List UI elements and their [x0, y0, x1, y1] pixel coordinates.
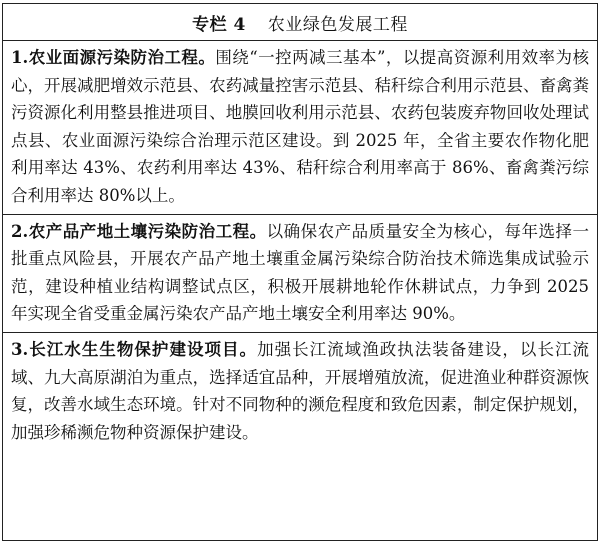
section-3 [3, 333, 597, 450]
section-body: 以确保农产品质量安全为核心，每年选择一批重点风险县，开展农产品产地土壤重金属污染综合防治技术筛选集成试验示范，建设种植业结构调整试点区，积极开展耕地轮作休耕试点，力争到 2025 年实现全省受重金属污染农产品产地土壤安全利用率达 90%。 [11, 221, 589, 324]
column-title [3, 4, 597, 41]
column-box [2, 3, 598, 541]
section-heading: 1.农业面源污染防治工程。 [11, 48, 216, 67]
column-number: 专栏 4 [192, 14, 246, 35]
section-heading: 3.长江水生生物保护建设项目。 [11, 339, 258, 359]
section-heading: 2.农产品产地土壤污染防治工程。 [11, 221, 267, 241]
column-title-text: 农业绿色发展工程 [267, 14, 408, 35]
section-2 [3, 215, 597, 333]
section-body: 加强长江流域渔政执法装备建设，以长江流域、九大高原湖泊为重点，选择适宜品种，开展增殖放流，促进渔业种群资源恢复，改善水域生态环境。针对不同物种的濒危程度和致危因素，制定保护规划，加强珍稀濒危物种资源保护建设。 [11, 339, 589, 442]
section-1 [3, 41, 597, 215]
section-body: 围绕“一控两减三基本”，以提高资源利用效率为核心，开展减肥增效示范县、农药减量控害示范县、秸秆综合利用示范县、畜禽粪污资源化利用整县推进项目、地膜回收利用示范县、农药包装废弃物回收处理试点县、农业面源污染综合治理示范区建设。到 2025 年，全省主要农作物化肥利用率达 43%、农药利用率达 43%、秸秆综合利用率高于 86%、畜禽粪污综合利用率达 80%以上。 [11, 48, 589, 205]
